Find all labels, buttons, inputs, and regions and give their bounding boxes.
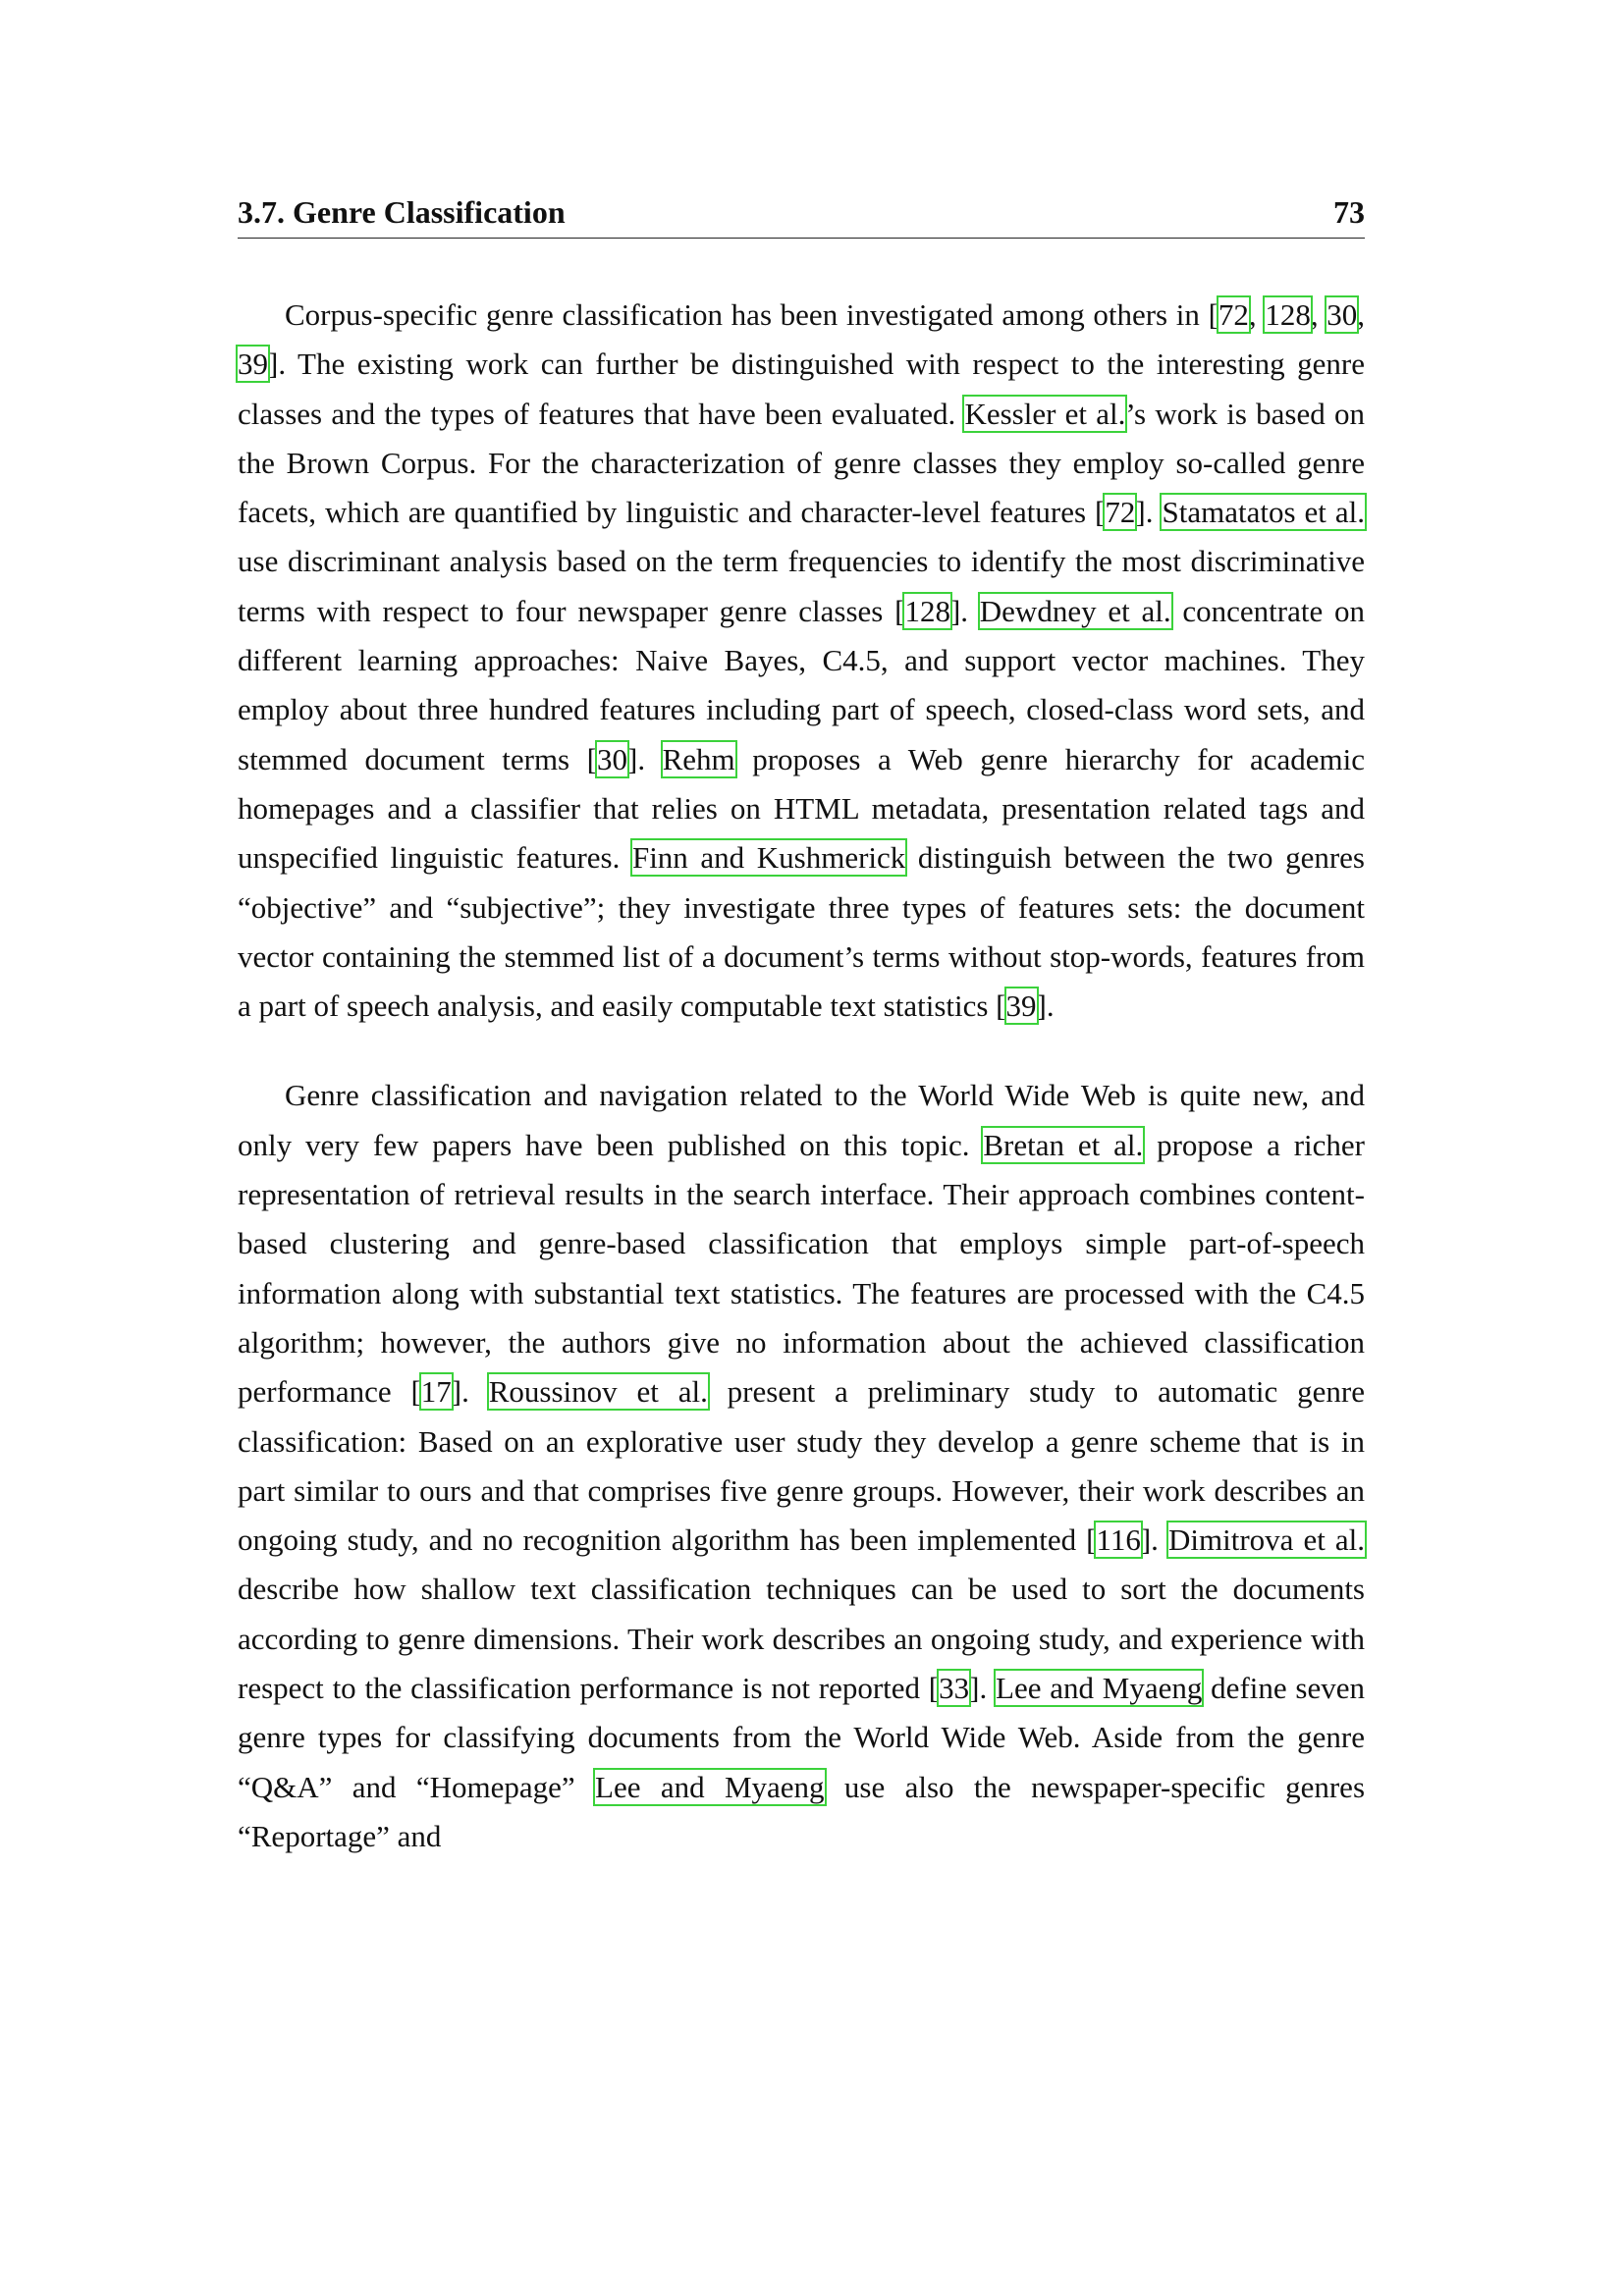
citation-link[interactable]: Stamatatos et al. [1162, 495, 1365, 530]
citation-link[interactable]: Dimitrova et al. [1167, 1522, 1366, 1558]
text-run: Genre classification and navigation related to the World Wide Web is quite new, and only very few papers have been published on this topic. [238, 1078, 1365, 1162]
text-run: ]. [627, 741, 663, 776]
citation-link[interactable]: 33 [939, 1671, 970, 1706]
text-run: describe how shallow text classification techniques can be used to sort the documents according to genre dimensions. Their work describes an ongoing study, and experience with respect to the classification performance is not reported [ [238, 1572, 1365, 1706]
citation-link[interactable]: Roussinov et al. [488, 1374, 708, 1410]
text-run: ’s work is based on the Brown Corpus. For the characterization of genre classes they employ so-called genre facets, which are quantified by linguistic and character-level features [ [238, 396, 1365, 530]
text-run: Corpus-specific genre classification has been investigated among others in [285, 297, 1209, 332]
text-run: present a preliminary study to automatic genre classification: Based on an explorative user study they develop a genre scheme that is in part similar to ours and that comprises five genre groups. However, their work describes an ongoing study, and no recognition algorithm has been implemented [ [238, 1374, 1365, 1558]
text-run: proposes a Web genre hierarchy for academic homepages and a classifier that relies on HTML metadata, presentation related tags and unspecified linguistic features. [238, 741, 1365, 876]
citation-link[interactable]: Rehm [662, 741, 735, 776]
citation-link[interactable]: 30 [597, 741, 627, 776]
paragraph-1 [238, 291, 1365, 1031]
text-run: ]. [1140, 1522, 1168, 1558]
text-run: use discriminant analysis based on the term frequencies to identify the most discriminative terms with respect to four newspaper genre classes [ [238, 544, 1365, 628]
text-run: ]. The existing work can further be distinguished with respect to the interesting genre classes and the types of features that have been evaluated. [238, 347, 1365, 431]
citation-link[interactable]: Lee and Myaeng [595, 1769, 825, 1804]
text-run: , [1357, 297, 1365, 332]
citation-link[interactable]: Bretan et al. [983, 1127, 1144, 1162]
citation-link[interactable]: 17 [420, 1374, 452, 1410]
citation-link[interactable]: 39 [238, 347, 268, 382]
text-run: distinguish between the two genres “objective” and “subjective”; they investigate three types of features sets: the document vector containing the stemmed list of a document’s terms without stop-words, features from a part of speech analysis, and easily computable text statistics [ [238, 840, 1365, 1024]
text-run: ]. [1036, 988, 1055, 1024]
text-run: ]. [451, 1374, 489, 1410]
text-run: ]. [1135, 495, 1163, 530]
citation-link[interactable]: Dewdney et al. [979, 593, 1171, 628]
text-run: ]. [949, 593, 980, 628]
text-run: , [1310, 297, 1327, 332]
citation-link[interactable]: Lee and Myaeng [996, 1671, 1203, 1706]
citation-link[interactable]: 116 [1096, 1522, 1141, 1558]
body-text [238, 291, 1365, 1861]
text-run: use also the newspaper-specific genres “Reportage” and [238, 1769, 1366, 1853]
text-run: [ [1208, 297, 1218, 332]
citation-link[interactable]: 128 [1265, 297, 1311, 332]
citation-link[interactable]: 72 [1218, 297, 1249, 332]
page-number: 73 [1333, 194, 1365, 230]
citation-link[interactable]: 30 [1326, 297, 1358, 332]
citation-link[interactable]: 39 [1005, 988, 1037, 1024]
text-run: , [1248, 297, 1266, 332]
running-header [238, 194, 1365, 239]
citation-link[interactable]: 128 [904, 593, 950, 628]
text-run: propose a richer representation of retrieval results in the search interface. Their approach combines content-based clustering and genre-based classification that employs simple part-of-speech information along with substantial text statistics. The features are processed with the C4.5 algorithm; however, the authors give no information about the achieved classification performance [ [238, 1127, 1365, 1410]
text-run: define seven genre types for classifying documents from the World Wide Web. Aside from the genre “Q&A” and “Homepage” [238, 1671, 1366, 1804]
text-run: ]. [969, 1671, 997, 1706]
citation-link[interactable]: 72 [1105, 495, 1136, 530]
citation-link[interactable]: Kessler et al. [964, 396, 1126, 431]
paragraph-2 [238, 1071, 1365, 1861]
citation-link[interactable]: Finn and Kushmerick [631, 840, 906, 876]
text-run: concentrate on different learning approaches: Naive Bayes, C4.5, and support vector machines. They employ about three hundred features including part of speech, closed-class word sets, and stemmed document terms [ [238, 593, 1365, 776]
section-title: 3.7. Genre Classification [238, 194, 566, 230]
